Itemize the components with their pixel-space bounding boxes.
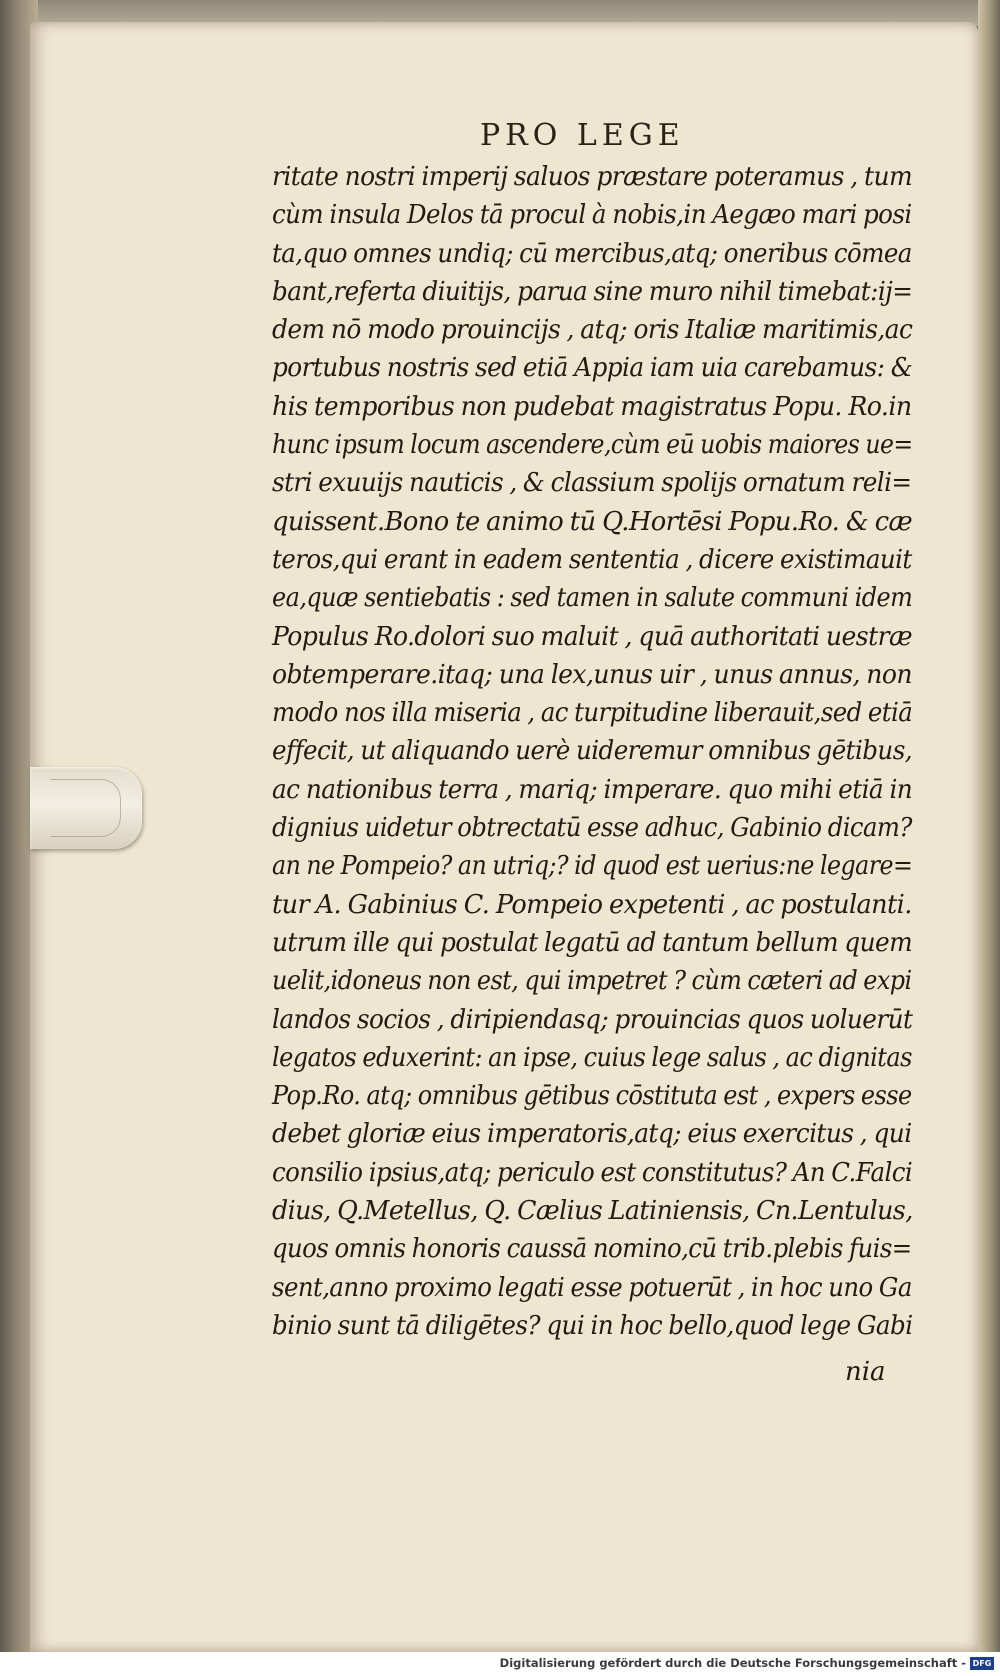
fore-edge [978,0,1000,1652]
text-line: quissent.Bono te animo tū Q.Hortēsi Popu.Ro. & cæ [272,506,913,537]
text-line: consilio ipsius,atq; periculo est constitutus? An C.Falci [272,1157,913,1188]
running-head: PRO LEGE [480,118,685,153]
text-line: effecit, ut aliquando uerè uideremur omnibus gētibus, [272,736,912,767]
text-line: sent,anno proximo legati esse potuerūt , in hoc uno Ga [272,1272,912,1303]
page-holder-clip [30,767,142,849]
text-line: dignius uidetur obtrectatū esse adhuc, Gabinio dicam? [272,813,912,844]
text-line: cùm insula Delos tā procul à nobis,in Aegæo mari posi [272,200,912,231]
text-line: teros,qui erant in eadem sententia , dicere existimauit [272,544,912,575]
text-line: Populus Ro.dolori suo maluit , quā authoritati uestræ [272,621,912,652]
text-line: legatos eduxerint: an ipse, cuius lege salus , ac dignitas [272,1042,912,1073]
text-line: hunc ipsum locum ascendere,cùm eū uobis maiores ue= [272,430,913,461]
text-line: Pop.Ro. atq; omnibus gētibus cōstituta est , expers esse [272,1081,912,1112]
text-line: bant,referta diuitijs, parua sine muro nihil timebat:ij= [272,276,913,307]
funding-credit: Digitalisierung gefördert durch die Deutsche Forschungsgemeinschaft - [499,1656,966,1670]
text-line: quos omnis honoris caussā nomino,cū trib.plebis fuis= [272,1234,912,1265]
text-line: binio sunt tā diligētes? qui in hoc bello,quod lege Gabi [272,1310,913,1341]
text-line: ea,quæ sentiebatis : sed tamen in salute communi idem [272,583,913,614]
text-line: tur A. Gabinius C. Pompeio expetenti , ac postulanti. [272,889,912,920]
catchword: nia [845,1357,886,1387]
text-line: landos socios , diripiendasq; prouincias quos uoluerūt [272,1004,913,1035]
text-line: his temporibus non pudebat magistratus Popu. Ro.in [272,391,912,422]
text-line: modo nos illa miseria , ac turpitudine liberauit,sed etiā [272,698,913,729]
text-line: obtemperare.itaq; una lex,unus uir , unus annus, non [272,659,912,690]
text-line: ritate nostri imperij saluos præstare poteramus , tum [272,162,913,192]
text-line: ta,quo omnes undiq; cū mercibus,atq; oneribus cōmea [272,238,912,269]
text-line: uelit,idoneus non est, qui impetret ? cùm cæteri ad expi [272,966,912,997]
text-line: stri exuuijs nauticis , & classium spolijs ornatum reli= [272,468,912,499]
digitization-footer [0,1652,1000,1676]
text-line: utrum ille qui postulat legatū ad tantum bellum quem [272,927,913,958]
text-line: an ne Pompeio? an utriq;? id quod est uerius:ne legare= [272,851,913,882]
text-line: ac nationibus terra , mariq; imperare. quo mihi etiā in [272,774,913,805]
body-text [272,158,912,1345]
text-line: debet gloriæ eius imperatoris,atq; eius exercitus , qui [272,1119,912,1150]
clip-inner-rim [50,779,121,837]
text-line: dius, Q.Metellus, Q. Cælius Latiniensis, Cn.Lentulus, [272,1196,913,1227]
text-line: dem nō modo prouincijs , atq; oris Italiæ maritimis,ac [272,315,913,346]
dfg-logo-icon: DFG [970,1657,994,1670]
text-line: portubus nostris sed etiā Appia iam uia carebamus: & [272,353,913,384]
